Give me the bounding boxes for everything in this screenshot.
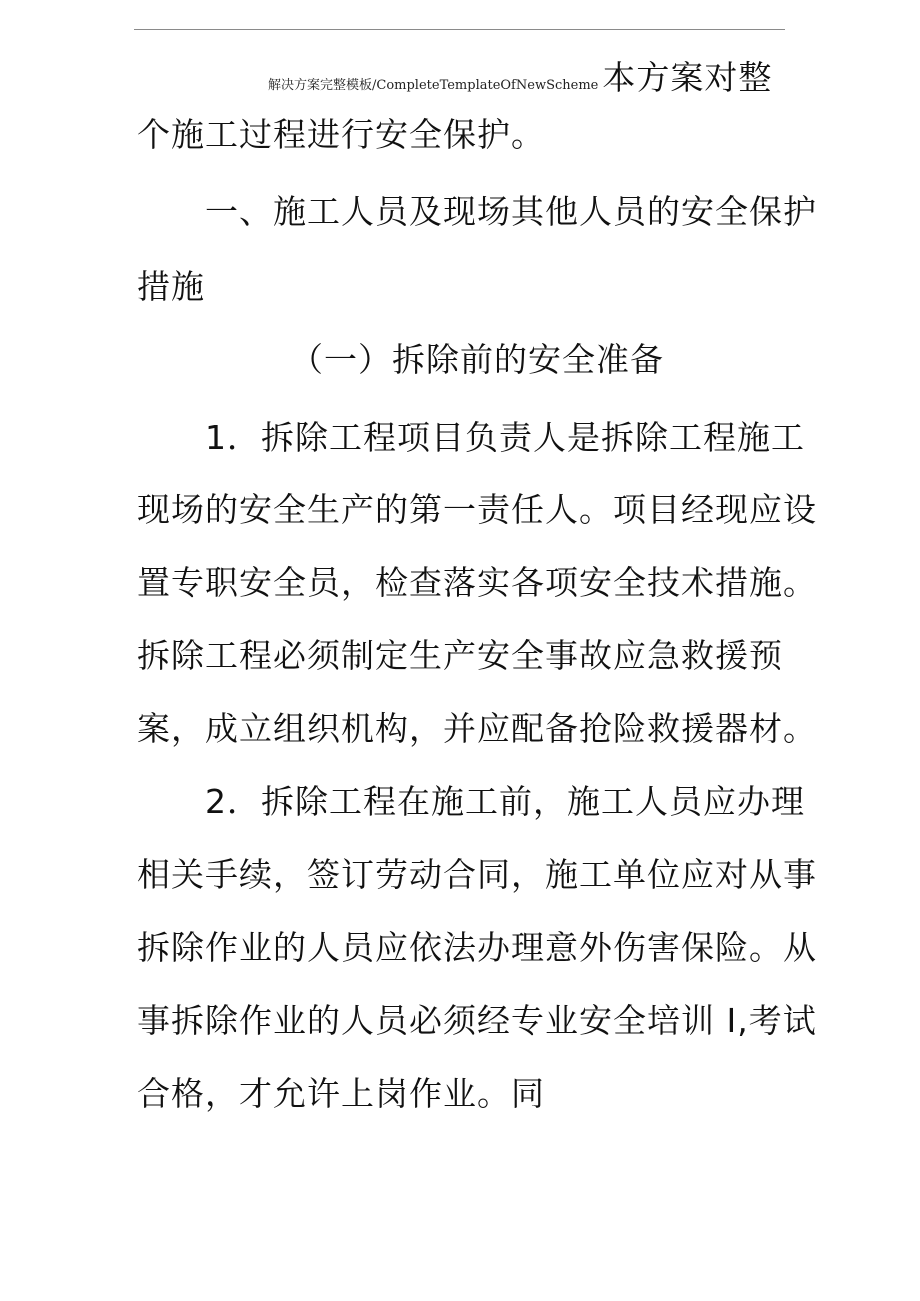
- subsection-heading: （一）拆除前的安全准备: [290, 340, 664, 379]
- item-2-line-2: 相关手续，签订劳动合同，施工单位应对从事: [137, 855, 817, 894]
- header-rule: [134, 29, 785, 30]
- item-1-line-4: 拆除工程必须制定生产安全事故应急救援预: [137, 636, 783, 675]
- body-line-1: 个施工过程进行安全保护。: [137, 115, 545, 154]
- item-1-line-1: 1．拆除工程项目负责人是拆除工程施工: [205, 418, 805, 457]
- item-2-line-4: 事拆除作业的人员必须经专业安全培训 I,考试: [137, 1001, 817, 1040]
- section-heading-cont: 措施: [137, 267, 205, 306]
- section-heading: 一、施工人员及现场其他人员的安全保护: [205, 192, 817, 231]
- item-1-line-3: 置专职安全员，检查落实各项安全技术措施。: [137, 563, 817, 602]
- template-label: 解决方案完整模板/CompleteTemplateOfNewScheme: [268, 78, 599, 93]
- item-2-line-1: 2．拆除工程在施工前，施工人员应办理: [205, 782, 805, 821]
- item-1-line-2: 现场的安全生产的第一责任人。项目经现应设: [137, 490, 817, 529]
- item-2-line-5: 合格，才允许上岗作业。同: [137, 1074, 545, 1113]
- header-lead-text: 本方案对整: [602, 58, 773, 97]
- item-2-line-3: 拆除作业的人员应依法办理意外伤害保险。从: [137, 928, 817, 967]
- page-header: [268, 52, 773, 97]
- item-1-line-5: 案，成立组织机构，并应配备抢险救援器材。: [137, 709, 817, 748]
